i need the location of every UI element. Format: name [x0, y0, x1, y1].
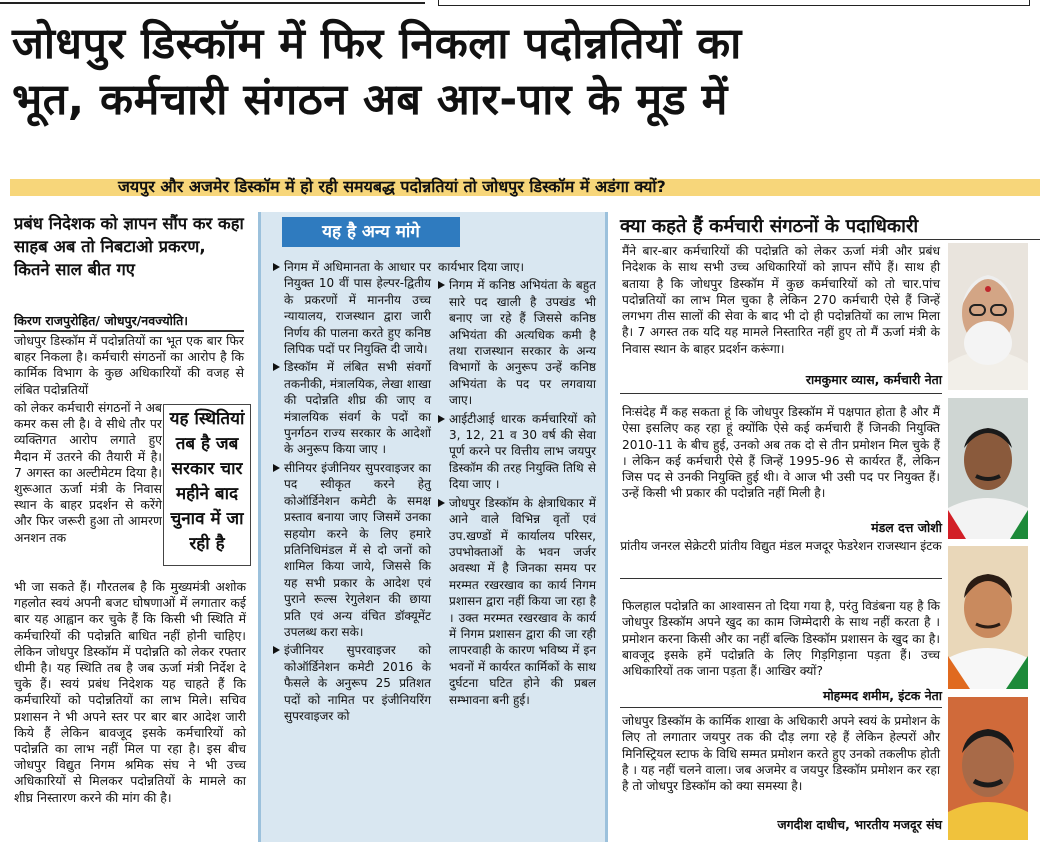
pull-quote-text: यह स्थितियां तब है जब सरकार चार महीने बाद चुनाव में जा रही है — [169, 409, 245, 554]
portrait-jagdish-dadhich — [948, 697, 1028, 840]
quote-1-signature: रामकुमार व्यास, कर्मचारी नेता — [805, 372, 942, 387]
byline: किरण राजपुरोहित/ जोधपुर/नवज्योति। — [14, 312, 244, 332]
divider — [620, 393, 942, 394]
demand-item: जोधपुर डिस्कॉम के क्षेत्राधिकार में आने वाले विभिन्न वृतों एवं उप.खण्डों में कार्यालय परिसर, उपभोक्ताओं के भवन जर्जर अवस्था में है जिनका समय पर मरम्मत रखरखाव का कार्य निगम प्रशासन द्वारा नहीं किया जा रहा है । उक्त मरम्मत रखरखाव के कार्य में निगम प्रशासन द्वारा की जा रही लापरवाही के कारण भविष्य में इन भवनों में कार्यरत कार्मिकों के साथ दुर्घटना घटित होने की प्रबल सम्भावना बनी हुई। — [438, 495, 596, 708]
quote-3 — [622, 598, 940, 679]
portrait-mohammad-shamim — [948, 546, 1028, 689]
quote-3-text: फिलहाल पदोन्नति का आश्वासन तो दिया गया है, परंतु विडंबना यह है कि जोधपुर डिस्कॉम अपने खुद का काम जिम्मेदारी के साथ नहीं करता है । प्रमोशन करना किसी और का नहीं बल्कि डिस्कॉम प्रशासन के खुद का है। बावजूद इसके हमें पदोन्नति के लिए गिड़गिड़ाना पड़ता हैं। उच्च अधिकारियों तक जाना पड़ता हैं। आखिर क्यों? — [622, 599, 940, 679]
demand-item: कार्यभार दिया जाए। — [438, 260, 525, 274]
portrait-ramkumar-vyas — [948, 243, 1028, 390]
demand-item: डिस्कॉम में लंबित सभी संवर्गो तकनीकी, मंत्रालयिक, लेखा शाखा की पदोन्नति शीघ्र की जाए व मंत्रालयिक संवर्ग के पदों का पुनर्गठन राज्य सरकार के आदेशों के अनुरूप किया जाए । — [273, 359, 431, 457]
demand-item: निगम में अधिमानता के आधार पर नियुक्त 10 वीं पास हेल्पर-द्वितीय के प्रकरणों में माननीय उच्च न्यायालय, राजस्थान द्वारा जारी निर्णय की पालना करते हुए कनिष्ठ लिपिक पदों पर नियुक्ति दी जाये। — [273, 259, 431, 357]
pull-quote-box — [163, 404, 251, 566]
headline-line-1: जोधपुर डिस्कॉम में फिर निकला पदोन्नतियों का — [12, 19, 742, 69]
demands-column-1 — [273, 259, 431, 726]
divider — [620, 707, 942, 708]
demands-column-2 — [438, 259, 596, 710]
quote-2-designation: प्रांतीय जनरल सेक्रेटरी प्रांतीय विद्युत मंडल मजदूर फेडरेशन राजस्थान इंटक — [620, 539, 942, 553]
demand-item: सीनियर इंजीनियर सुपरवाइजर का पद स्वीकृत करने हेतु कोऑर्डिनेशन कमेटी के समक्ष प्रस्ताव बनाया जाए जिसमें उनका सहयोग करने के लिए हमारे प्रतिनिधिमंडल में से दो जनों को शामिल किया जाये, जिससे कि यह सभी प्रकार के आदेश एवं पुराने रूल्स रेगुलेशन की छाया प्रति एवं अन्य वंचित डॉक्यूमेंट उपलब्ध करा सके। — [273, 460, 431, 640]
quote-4-signature: जगदीश दाधीच, भारतीय मजदूर संघ — [777, 817, 942, 832]
demands-title-tab — [282, 217, 460, 247]
quote-4-text: जोधपुर डिस्कॉम के कार्मिक शाखा के अधिकारी अपने स्वयं के प्रमोशन के लिए तो लगातार जयपुर तक की दौड़ लगा रहे हैं लेकिन हेल्परों और मिनिस्ट्रियल स्टाफ के विधि सम्मत प्रमोशन करते हुए उनको तकलीफ होती है । यह नहीं चलने वाला। जब अजमेर व जयपुर डिस्कॉम प्रमोशन कर रहा है तो जोधपुर डिस्कॉम को क्या समस्या है। — [622, 714, 940, 794]
quote-1-text: मैंने बार-बार कर्मचारियों की पदोन्नति को लेकर ऊर्जा मंत्री और प्रबंध निदेशक के साथ सभी उच्च अधिकारियों को ज्ञापन सौंपे हैं। साथ ही बताया है कि जोधपुर डिस्कॉम में कुछ कर्मचारियों को तो चार.पांच पदोन्नतियों का लाभ मिल चुका है लेकिन 270 कर्मचारी ऐसे हैं जिन्हें लगभग तीस सालों की सेवा के बाद भी दो ही पदोन्नतियों का लाभ मिला है। 7 अगस्त तक यदि यह मामले निस्तारित नहीं हुए तो मैं ऊर्जा मंत्री के निवास स्थान के बाहर प्रदर्शन करूंगा। — [622, 244, 940, 356]
left-paragraph-top: जोधपुर डिस्कॉम में पदोन्नतियों का भूत एक बार फिर बाहर निकला है। कर्मचारी संगठनों का आरोप है कि कार्मिक विभाग के कुछ अधिकारियों की वजह से लंबित पदोन्नतियों — [14, 333, 244, 397]
headline — [12, 16, 1042, 128]
quote-1 — [622, 243, 940, 357]
subheadline: जयपुर और अजमेर डिस्कॉम में हो रही समयबद्ध पदोन्नतियां तो जोधपुर डिस्कॉम में अडंगा क्यों? — [118, 177, 666, 196]
divider — [620, 578, 942, 579]
left-paragraph-bottom: भी जा सकते हैं। गौरतलब है कि मुख्यमंत्री अशोक गहलोत स्वयं अपनी बजट घोषणाओं में लगातार कई बार यह आह्वान कर चुके हैं कि किसी भी स्थिति में कर्मचारियों की पदोन्नति बाधित नहीं होनी चाहिए। लेकिन जोधपुर डिस्कॉम में पदोन्नति को लेकर रफ्तार धीमी है। यह स्थिति तब है जब ऊर्जा मंत्री निर्देश दे चुके हैं। स्वयं प्रबंध निदेशक यह चाहते हैं कि कर्मचारियों को पदोन्नतियों का लाभ मिले। सचिव प्रशासन ने भी अपने स्तर पर बार बार आदेश जारी किये हैं लेकिन बावजूद इसके कर्मचारियों को पदोन्नति का लाभ नहीं मिल पा रहा है। इस बीच जोधपुर विद्युत निगम श्रमिक संघ ने भी उच्च अधिकारियों से मिलकर पदोन्नतियों के मामले का शीघ्र निस्तारण करने की मांग की है। — [14, 579, 246, 805]
left-article-title: प्रबंध निदेशक को ज्ञापन सौंप कर कहा साहब अब तो निबटाओ प्रकरण, कितने साल बीत गए — [14, 214, 244, 279]
quote-2-signature: मंडल दत्त जोशी — [871, 520, 942, 535]
right-section-title: क्या कहते हैं कर्मचारी संगठनों के पदाधिकारी — [620, 215, 1040, 240]
portrait-mandal-datt-joshi — [948, 398, 1028, 539]
demand-item: निगम में कनिष्ठ अभियंता के बहुत सारे पद खाली है उपखंड भी बनाए जा रहे हैं जिससे कनिष्ठ अभियंता की अत्यधिक कमी है तथा राजस्थान सरकार के अन्य विभागों के अनुरूप उन्हें कनिष्ठ अभियंता के पद पर लगवाया जाए। — [438, 277, 596, 408]
quote-3-signature: मोहम्मद शमीम, इंटक नेता — [822, 688, 942, 703]
demands-title: यह है अन्य मांगे — [322, 222, 420, 242]
quote-2 — [622, 404, 940, 502]
quote-2-text: निःसंदेह मैं कह सकता हूं कि जोधपुर डिस्कॉम में पक्षपात होता है और मैं ऐसा इसलिए कह रहा हूं क्योंकि ऐसे कई कर्मचारी हैं जिनकी नियुक्ति 2010-11 के बीच हुई, उनको अब तक दो से तीन प्रमोशन मिल चुके हैं । लेकिन कई कर्मचारी ऐसे हैं जिन्हें 1995-96 से कार्यरत हैं, लेकिन जिस पद से उनकी नियुक्ति हुई थी। वे आज भी उसी पद पर नियुक्त हैं। उन्हें किसी भी प्रकार की पदोन्नति नहीं मिली है। — [622, 405, 940, 501]
quote-4 — [622, 713, 940, 794]
subheadline-band — [10, 179, 1040, 196]
left-paragraph-narrow: को लेकर कर्मचारी संगठनों ने अब कमर कस ली है। वे सीधे तौर पर व्यक्तिगत आरोप लगाते हुए मैदान में उतरने की तैयारी में है। 7 अगस्त का अल्टीमेटम दिया है। शुरूआत ऊर्जा मंत्री के निवास स्थान के बाहर प्रदर्शन से करेंगे और फिर जरूरी हुआ तो आमरण अनशन तक — [14, 400, 162, 545]
demand-item: आईटीआई धारक कर्मचारियों को 3, 12, 21 व 30 वर्ष की सेवा पूर्ण करने पर वित्तीय लाभ जयपुर डिस्कॉम की तरह नियुक्ति तिथि से दिया जाए । — [438, 411, 596, 493]
headline-line-2: भूत, कर्मचारी संगठन अब आर-पार के मूड में — [12, 75, 728, 125]
demand-item: इंजीनियर सुपरवाइजर को कोऑर्डिनेशन कमेटी 2016 के फैसले के अनुरूप 25 प्रतिशत पदों को नामित पर इंजीनियरिंग सुपरवाइजर को — [273, 642, 431, 724]
top-border — [0, 0, 1054, 6]
